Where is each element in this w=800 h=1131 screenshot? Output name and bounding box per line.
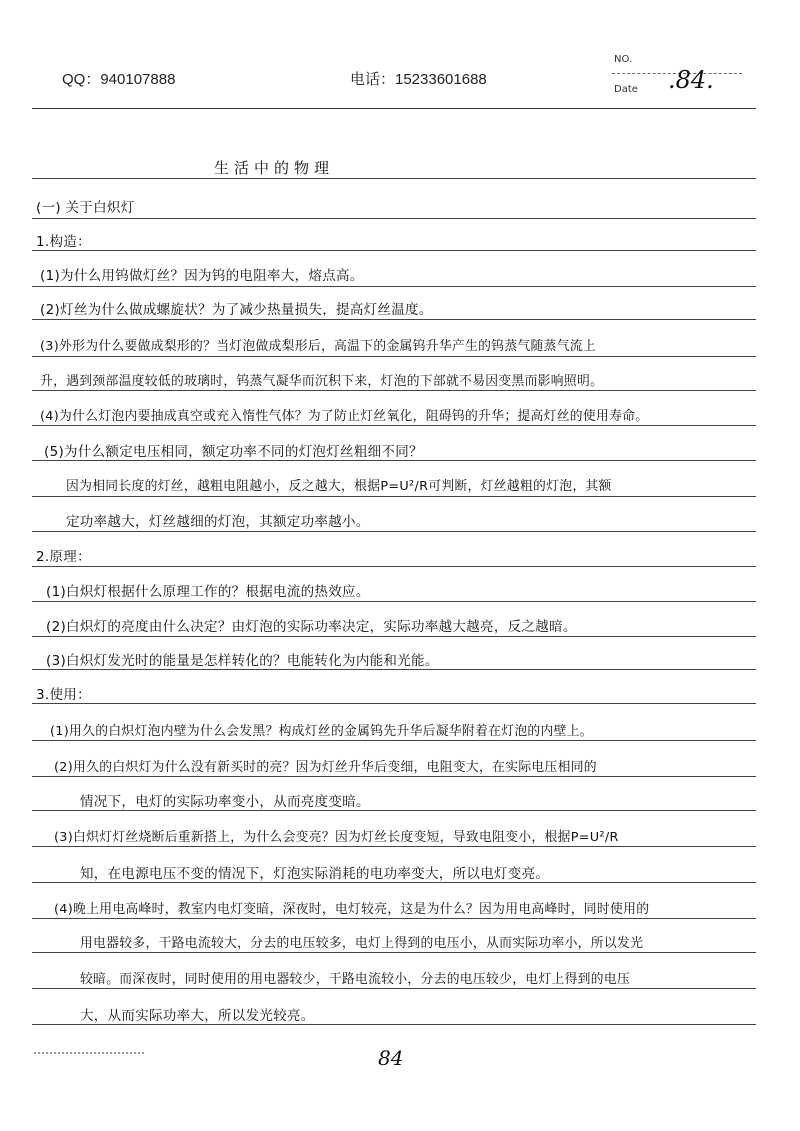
ruled-line (32, 740, 756, 741)
ruled-line (32, 425, 756, 426)
structure-item-5: (5)为什么额定电压相同，额定功率不同的灯泡灯丝粗细不同？ (44, 444, 423, 460)
date-label: Date (614, 84, 638, 95)
ruled-line (32, 846, 756, 847)
ruled-line (32, 319, 756, 320)
usage-item-1: (1)用久的白炽灯泡内壁为什么会发黑？构成灯丝的金属钨先升华后凝华附着在灯泡的内壁上。 (50, 724, 593, 739)
ruled-line (32, 810, 756, 811)
ruled-line (32, 460, 756, 461)
ruled-line (32, 636, 756, 637)
header-divider (32, 108, 756, 109)
usage-item-4-line2: 用电器较多，干路电流较大，分去的电压较多，电灯上得到的电压小，从而实际功率小，所以发光 (80, 936, 644, 951)
ruled-line (32, 531, 756, 532)
usage-item-3-line2: 知，在电源电压不变的情况下，灯泡实际消耗的电功率变大，所以电灯变亮。 (80, 866, 550, 882)
principle-item-1: (1)白炽灯根据什么原理工作的？根据电流的热效应。 (46, 584, 370, 600)
ruled-line (32, 566, 756, 567)
handwritten-page-number: .84. (668, 66, 714, 94)
structure-item-5-answer-line2: 定功率越大，灯丝越细的灯泡，其额定功率越小。 (66, 514, 370, 530)
phone-contact: 电话：15233601688 (350, 71, 487, 88)
ruled-line (32, 218, 756, 219)
structure-item-1: (1)为什么用钨做灯丝？因为钨的电阻率大，熔点高。 (40, 268, 364, 284)
ruled-line (32, 1024, 756, 1025)
ruled-line (32, 918, 756, 919)
usage-item-4-line3: 较暗。而深夜时，同时使用的用电器较少，干路电流较小，分去的电压较少，电灯上得到的电压 (80, 972, 631, 987)
structure-item-3-line2: 升，遇到颈部温度较低的玻璃时，钨蒸气凝华而沉积下来，灯泡的下部就不易因变黑而影响照明。 (40, 374, 604, 389)
usage-item-4-line1: (4)晚上用电高峰时，教室内电灯变暗，深夜时，电灯较亮，这是为什么？因为用电高峰时，同时使用的 (54, 902, 650, 917)
structure-item-2: (2)灯丝为什么做成螺旋状？为了减少热量损失，提高灯丝温度。 (40, 302, 433, 318)
ruled-line (32, 250, 756, 251)
ruled-line (32, 286, 756, 287)
structure-item-3-line1: (3)外形为什么要做成梨形的？当灯泡做成梨形后，高温下的金属钨升华产生的钨蒸气随蒸气流上 (40, 339, 596, 354)
usage-item-4-line4: 大，从而实际功率大，所以发光较亮。 (80, 1008, 315, 1024)
page-number: 84 (378, 1046, 404, 1070)
ruled-line (32, 703, 756, 704)
principle-item-3: (3)白炽灯发光时的能量是怎样转化的？电能转化为内能和光能。 (46, 653, 439, 669)
no-label: NO. (614, 54, 633, 65)
ruled-line (32, 356, 756, 357)
ruled-line (32, 952, 756, 953)
ruled-line (32, 496, 756, 497)
ruled-line (32, 776, 756, 777)
footer-dots (34, 1052, 144, 1054)
qq-contact: QQ：940107888 (62, 71, 176, 88)
structure-item-5-answer-line1: 因为相同长度的灯丝，越粗电阻越小，反之越大，根据P=U²/R可判断，灯丝越粗的灯泡，其额 (66, 479, 612, 494)
principle-item-2: (2)白炽灯的亮度由什么决定？由灯泡的实际功率决定，实际功率越大越亮，反之越暗。 (46, 619, 577, 635)
ruled-line (32, 601, 756, 602)
usage-item-2-line1: (2)用久的白炽灯为什么没有新买时的亮？因为灯丝升华后变细，电阻变大，在实际电压相同的 (54, 760, 597, 775)
ruled-line (32, 178, 756, 179)
ruled-line (32, 988, 756, 989)
section-heading: (一) 关于白炽灯 (36, 200, 135, 216)
subsection-structure: 1.构造： (36, 234, 91, 250)
usage-item-3-line1: (3)白炽灯灯丝烧断后重新搭上，为什么会变亮？因为灯丝长度变短，导致电阻变小，根据P=U²/R (54, 830, 619, 845)
page-title: 生活中的物理 (214, 159, 335, 177)
ruled-line (32, 669, 756, 670)
subsection-usage: 3.使用： (36, 687, 91, 703)
usage-item-2-line2: 情况下，电灯的实际功率变小，从而亮度变暗。 (80, 794, 370, 810)
subsection-principle: 2.原理： (36, 549, 91, 565)
ruled-line (32, 882, 756, 883)
ruled-line (32, 390, 756, 391)
structure-item-4: (4)为什么灯泡内要抽成真空或充入惰性气体？为了防止灯丝氧化，阻碍钨的升华；提高灯丝的使用寿命。 (40, 409, 649, 424)
